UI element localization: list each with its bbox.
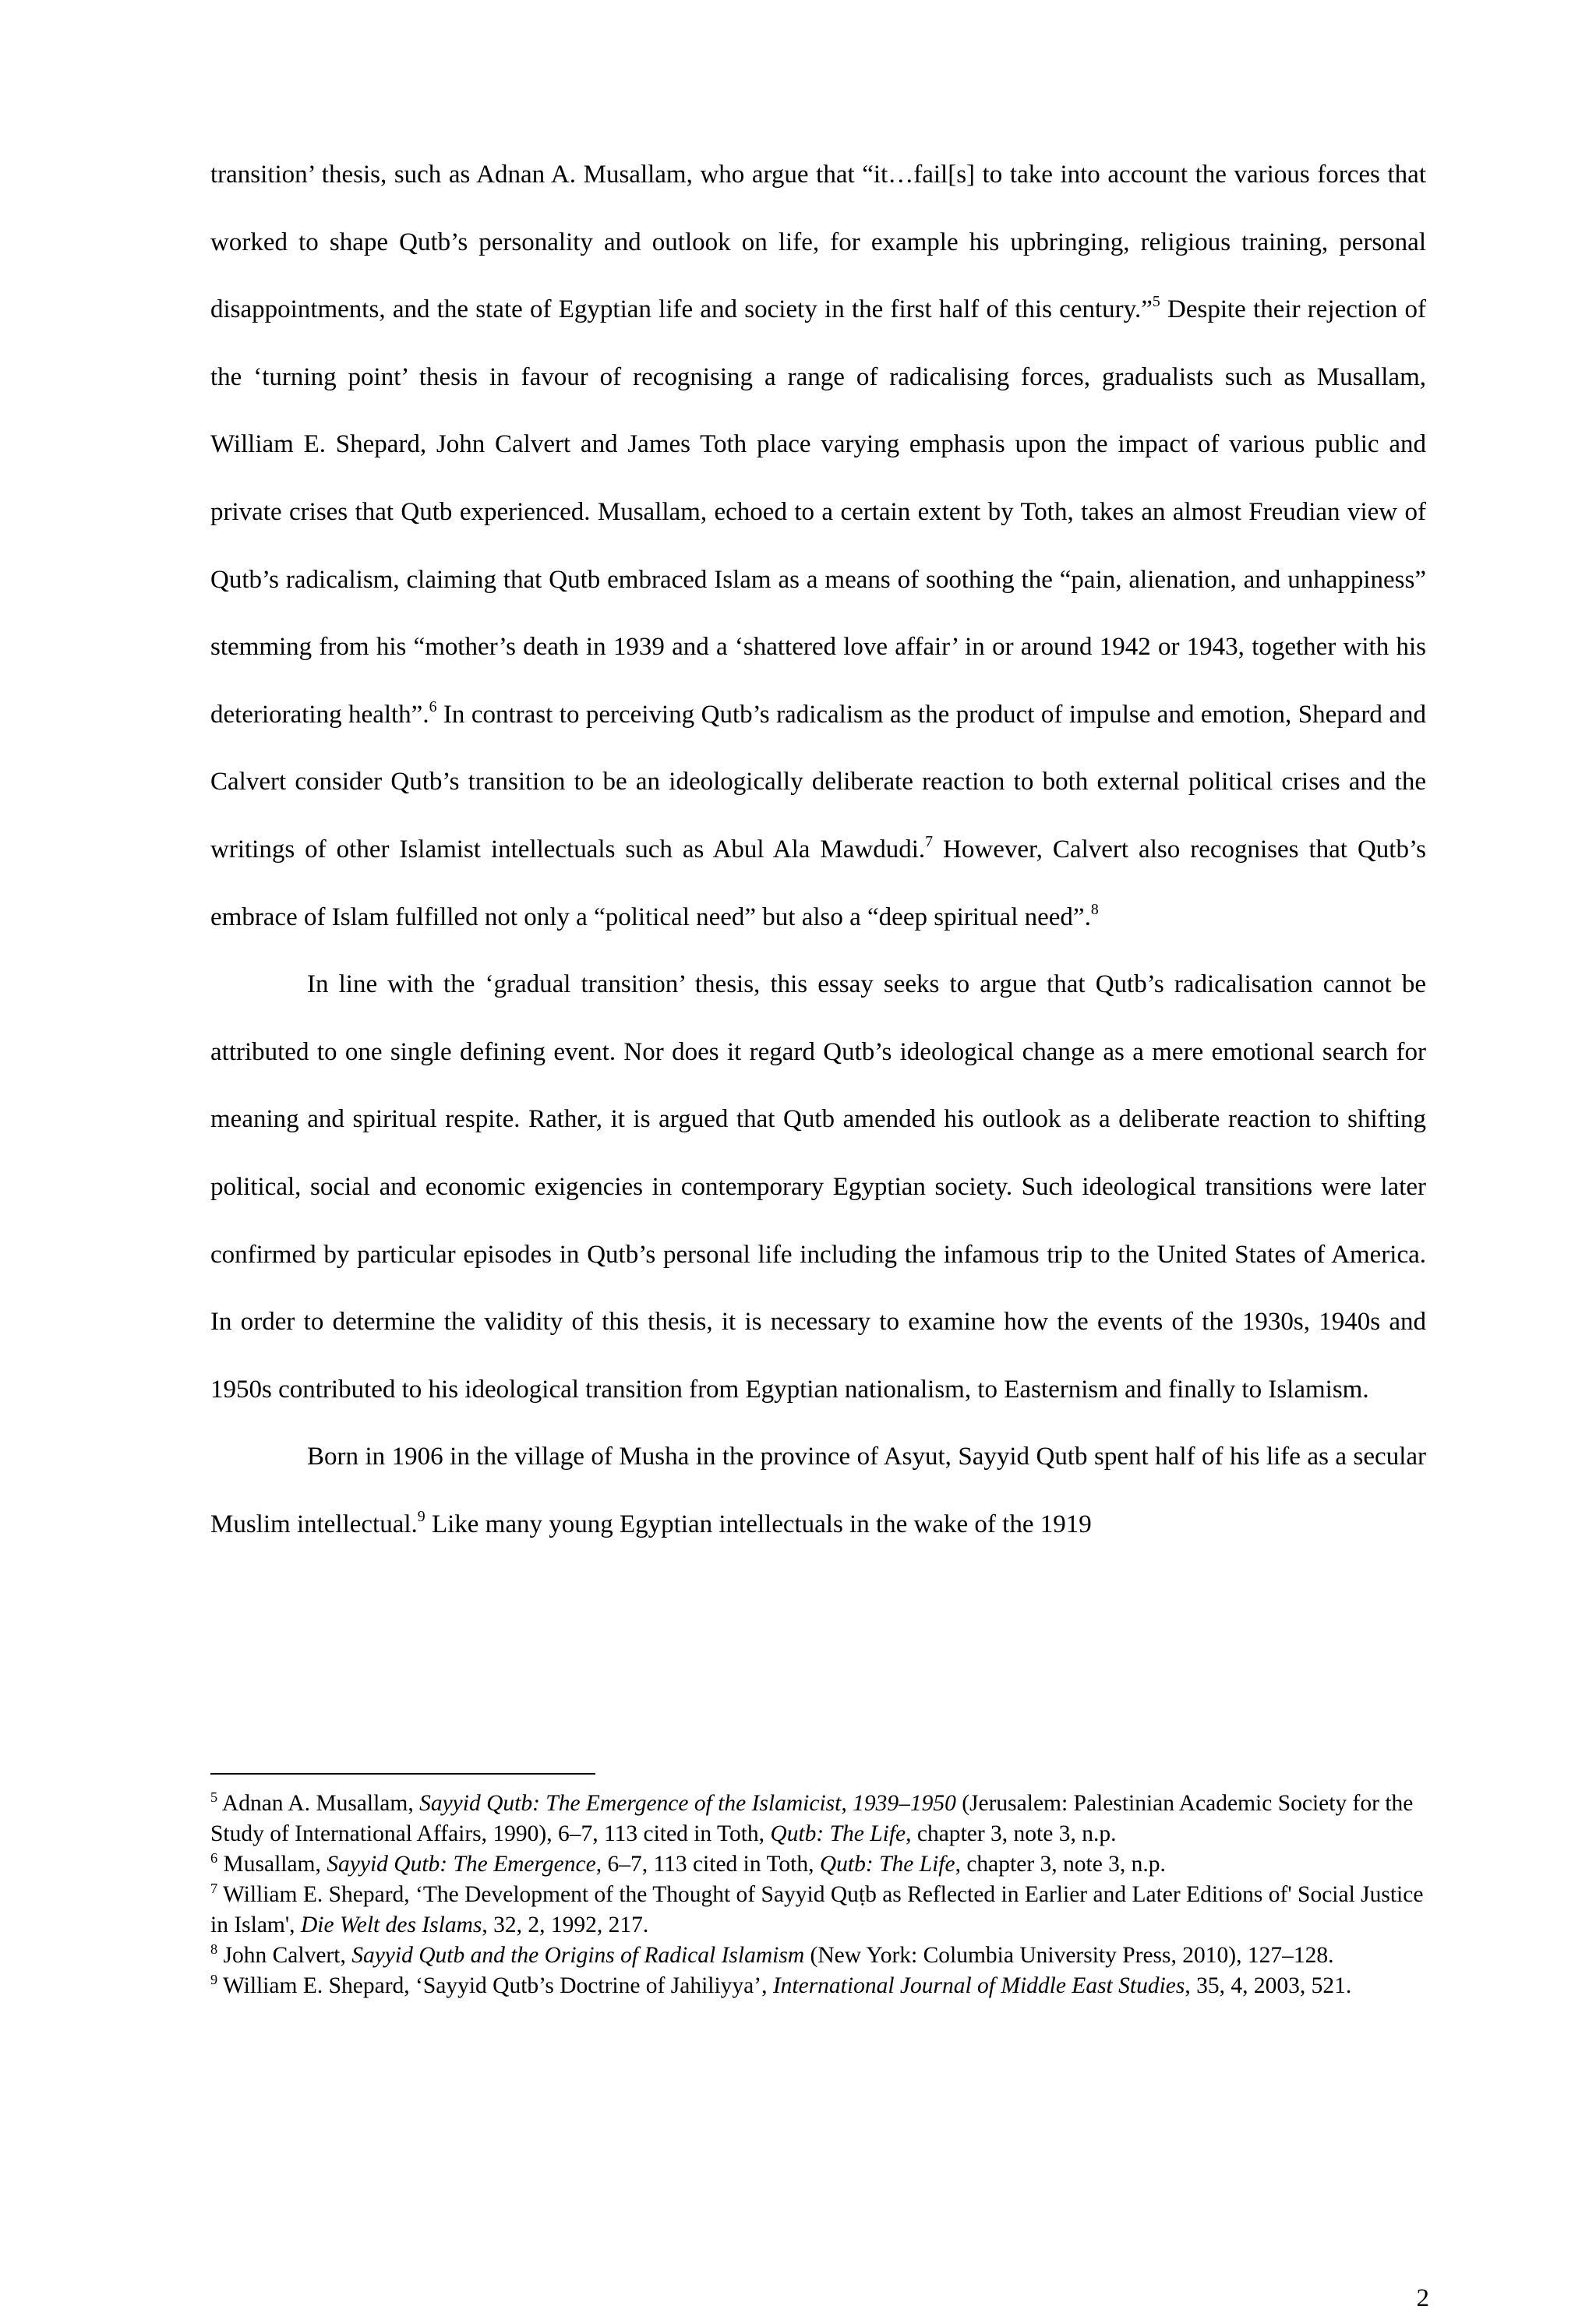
footnote-number: 8 [210,1941,218,1958]
footnote-9 [210,1971,1426,2001]
footnote-ref-5[interactable]: 5 [1152,293,1160,311]
paragraph-1-text-b: Despite their rejection of the ‘turning point’ thesis in favour of recognising a range of radicalising forces, gradualists such as Musallam, William E. Shepard, John Calvert and James Toth place varying emphasis upon the impact of various public and private crises that Qutb experienced. Musallam, echoed to a certain extent by Toth, takes an almost Freudian view of Qutb’s radicalism, claiming that Qutb embraced Islam as a means of soothing the “pain, alienation, and unhappiness” stemming from his “mother’s death in 1939 and a ‘shattered love affair’ in or around 1942 or 1943, together with his deteriorating health”. [210,295,1426,729]
footnote-text: William E. Shepard, ‘Sayyid Qutb’s Doctrine of Jahiliyya’, [217,1973,773,1998]
footnote-text: (New York: Columbia University Press, 2010), 127–128. [804,1943,1334,1968]
footnote-text: , 35, 4, 2003, 521. [1185,1973,1352,1998]
footnote-text: , 6–7, 113 cited in Toth, [595,1852,820,1877]
paragraph-2: In line with the ‘gradual transition’ thesis, this essay seeks to argue that Qutb’s radicalisation cannot be attributed to one single defining event. Nor does it regard Qutb’s ideological change as a mere emotional search for meaning and spiritual respite. Rather, it is argued that Qutb amended his outlook as a deliberate reaction to shifting political, social and economic exigencies in contemporary Egyptian society. Such ideological transitions were later confirmed by particular episodes in Qutb’s personal life including the infamous trip to the United States of America. In order to determine the validity of this thesis, it is necessary to examine how the events of the 1930s, 1940s and 1950s contributed to his ideological transition from Egyptian nationalism, to Easternism and finally to Islamism. [210,970,1426,1404]
paragraph-1-text-a: transition’ thesis, such as Adnan A. Musallam, who argue that “it…fail[s] to take into account the various forces that worked to shape Qutb’s personality and outlook on life, for example his upbringing, religious training, personal disappointments, and the state of Egyptian life and society in the first half of this century.” [210,161,1426,324]
footnote-title: Qutb: The Life [819,1852,955,1877]
footnote-number: 9 [210,1972,218,1988]
footnote-title: Qutb: The Life [770,1821,906,1846]
footnote-text: , 32, 2, 1992, 217. [482,1913,649,1937]
footnote-number: 6 [210,1850,218,1867]
paragraph-3-text-b: Like many young Egyptian intellectuals in the wake of the 1919 [425,1510,1092,1538]
footnote-8 [210,1941,1426,1971]
paragraph-3 [210,1423,1426,1558]
footnote-text: , chapter 3, note 3, n.p. [906,1821,1117,1846]
body-text [210,141,1426,1558]
page-number: 2 [1416,2284,1429,2312]
footnote-7 [210,1880,1426,1941]
footnote-text: , chapter 3, note 3, n.p. [955,1852,1166,1877]
footnote-number: 7 [210,1881,218,1897]
paragraph-1 [210,141,1426,951]
paragraph-3-text-a: Born in 1906 in the village of Musha in the province of Asyut, Sayyid Qutb spent half of his life as a secular Muslim intellectual. [210,1443,1426,1538]
footnote-separator [210,1773,595,1775]
footnote-number: 5 [210,1789,218,1806]
footnote-title: Sayyid Qutb: The Emergence [327,1852,596,1877]
footnote-title: Sayyid Qutb and the Origins of Radical Islamism [351,1943,805,1968]
footnotes [210,1789,1426,2001]
footnote-ref-7[interactable]: 7 [925,833,934,851]
footnote-title: Die Welt des Islams [300,1913,482,1937]
footnote-title: Sayyid Qutb: The Emergence of the Islamicist, 1939–1950 [419,1791,956,1816]
footnote-text: William E. Shepard, ‘The Development of the Thought of Sayyid Quṭb as Reflected in Earlier and Later Editions of' Social Justice in Islam', [210,1882,1424,1937]
paragraph-1-text-d: However, Calvert also recognises that Qutb’s embrace of Islam fulfilled not only a “political need” but also a “deep spiritual need”. [210,835,1426,931]
footnote-6 [210,1849,1426,1880]
footnote-text: (Jerusalem: Palestinian Academic Society for the Study of International Affairs, 1990), 6–7, 113 cited in Toth, [210,1791,1414,1846]
footnote-text: Musallam, [217,1852,327,1877]
footnote-5 [210,1789,1426,1849]
footnote-ref-6[interactable]: 6 [429,698,437,715]
paragraph-1-text-c: In contrast to perceiving Qutb’s radicalism as the product of impulse and emotion, Shepard and Calvert consider Qutb’s transition to be an ideologically deliberate reaction to both external political crises and the writings of other Islamist intellectuals such as Abul Ala Mawdudi. [210,700,1426,864]
footnote-ref-9[interactable]: 9 [417,1508,425,1526]
footnote-title: International Journal of Middle East Studies [772,1973,1185,1998]
footnote-text: John Calvert, [217,1943,352,1968]
footnote-ref-8[interactable]: 8 [1090,900,1099,918]
footnote-text: Adnan A. Musallam, [217,1791,420,1816]
